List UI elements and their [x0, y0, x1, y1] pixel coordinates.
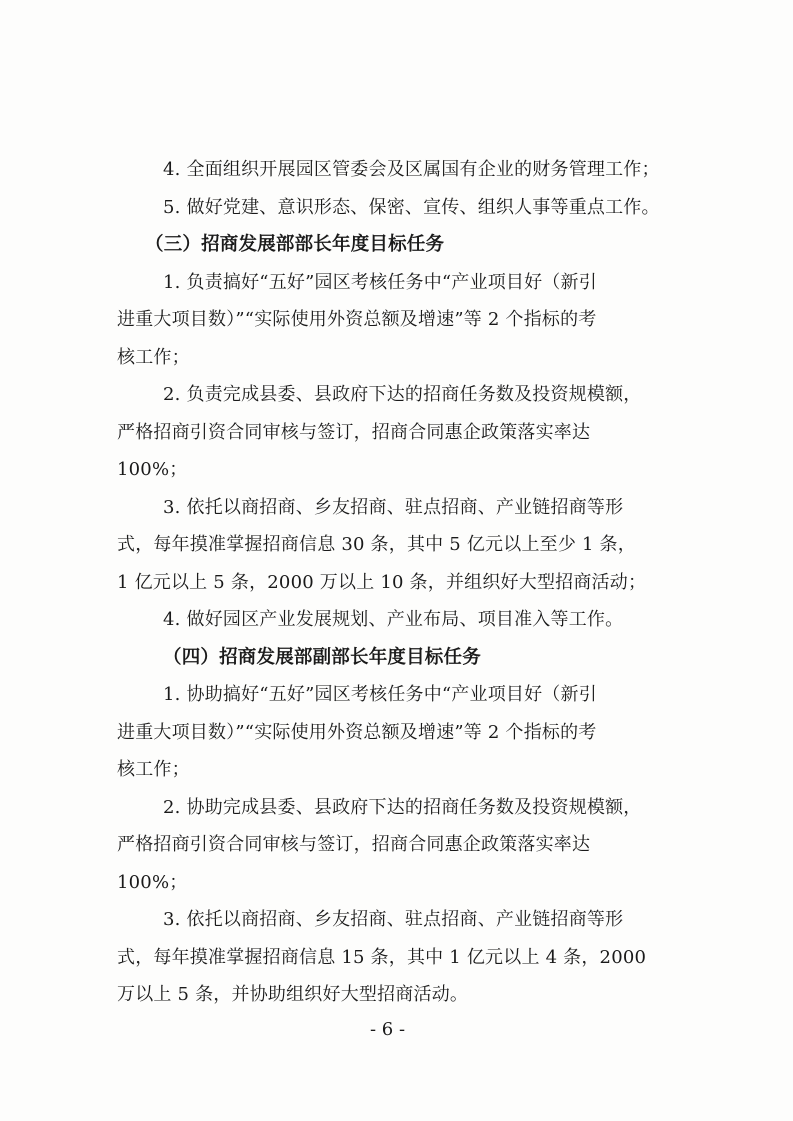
- text-line: 核工作；: [117, 759, 190, 780]
- text-line: 2. 协助完成县委、县政府下达的招商任务数及投资规模额，: [163, 797, 642, 818]
- text-line: 式，每年摸准掌握招商信息 15 条，其中 1 亿元以上 4 条，2000: [117, 947, 647, 968]
- text-line: 4. 做好园区产业发展规划、产业布局、项目准入等工作。: [163, 609, 624, 630]
- text-line: 3. 依托以商招商、乡友招商、驻点招商、产业链招商等形: [163, 497, 624, 518]
- text-line: 式，每年摸准掌握招商信息 30 条，其中 5 亿元以上至少 1 条，: [117, 534, 636, 555]
- text-line: 严格招商引资合同审核与签订，招商合同惠企政策落实率达: [117, 422, 591, 443]
- text-line: 100%；: [117, 459, 188, 480]
- text-line: 万以上 5 条，并协助组织好大型招商活动。: [117, 984, 469, 1005]
- text-line: 4. 全面组织开展园区管委会及区属国有企业的财务管理工作；: [163, 159, 660, 180]
- text-line: 3. 依托以商招商、乡友招商、驻点招商、产业链招商等形: [163, 909, 624, 930]
- section-heading: （四）招商发展部副部长年度目标任务: [163, 647, 481, 668]
- text-line: 2. 负责完成县委、县政府下达的招商任务数及投资规模额，: [163, 384, 642, 405]
- text-line: 100%；: [117, 872, 188, 893]
- text-line: 1. 负责搞好“五好”园区考核任务中“产业项目好（新引: [163, 272, 597, 293]
- text-line: 5. 做好党建、意识形态、保密、宣传、组织人事等重点工作。: [163, 197, 660, 218]
- text-line: 进重大项目数）”“实际使用外资总额及增速”等 2 个指标的考: [117, 722, 597, 743]
- text-line: 1. 协助搞好“五好”园区考核任务中“产业项目好（新引: [163, 684, 597, 705]
- section-heading: （三）招商发展部部长年度目标任务: [145, 234, 445, 255]
- page-number: - 6 -: [370, 1019, 406, 1040]
- text-line: 严格招商引资合同审核与签订，招商合同惠企政策落实率达: [117, 834, 591, 855]
- text-line: 1 亿元以上 5 条，2000 万以上 10 条，并组织好大型招商活动；: [117, 572, 647, 593]
- text-line: 核工作；: [117, 347, 190, 368]
- text-line: 进重大项目数）”“实际使用外资总额及增速”等 2 个指标的考: [117, 309, 597, 330]
